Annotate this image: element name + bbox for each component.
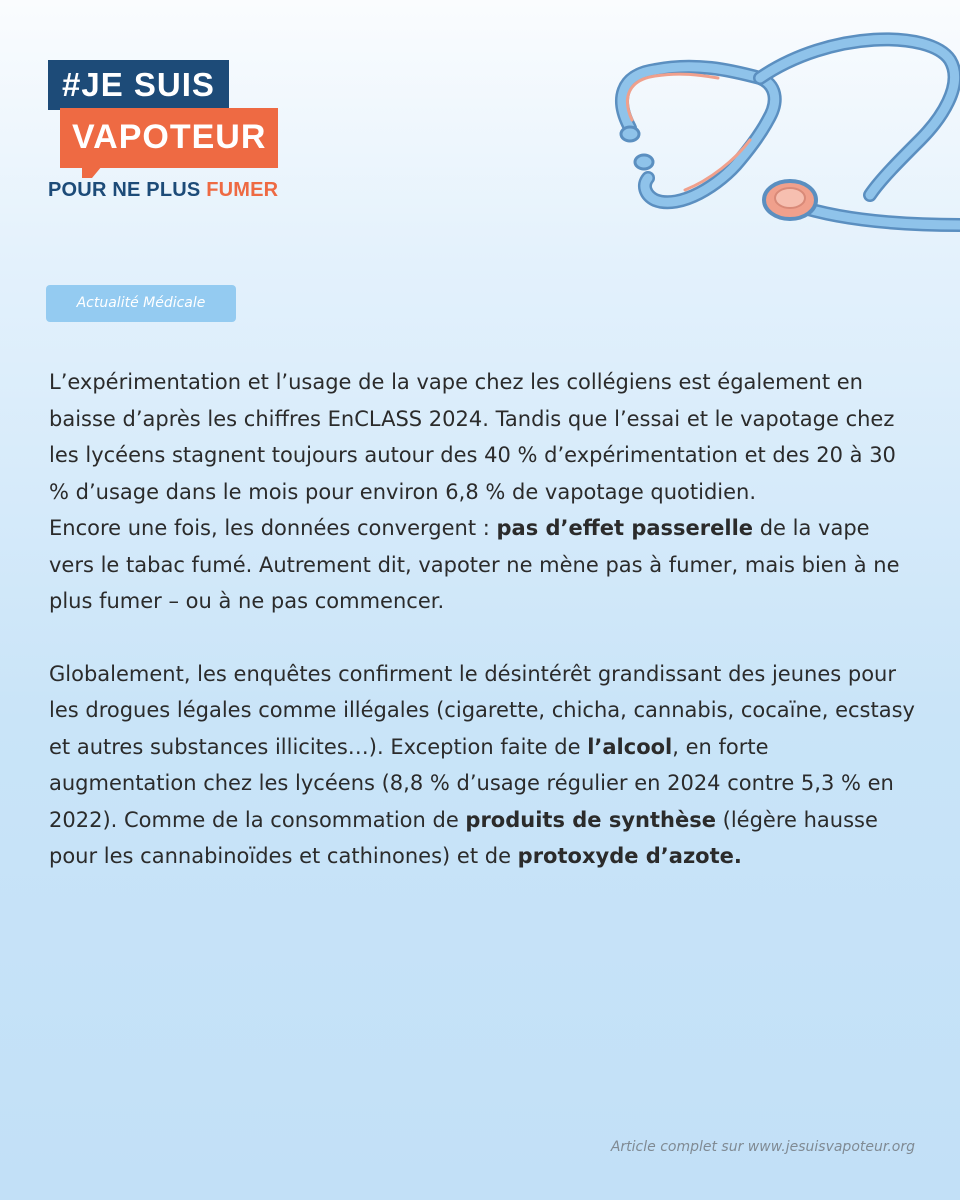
logo-line-vapoteur: VAPOTEUR	[60, 108, 278, 168]
logo-tagline-part1: POUR NE PLUS	[48, 179, 207, 201]
article-source-link[interactable]: Article complet sur www.jesuisvapoteur.org	[610, 1139, 915, 1155]
stethoscope-icon	[600, 20, 960, 250]
p3-text-before: Globalement, les enquêtes confirment le désintérêt grandissant des jeunes pour les drogues légales comme illégales (cigarette, chicha, cannabis, cocaïne, ecstasy et autres substances illicites…). Exception faite de	[49, 661, 915, 759]
p3-text-mid1: , en forte augmentation chez les lycéens (8,8 % d’usage régulier en 2024 contre 5,3 % en 2022). Comme de la consommation de	[49, 734, 894, 832]
category-badge: Actualité Médicale	[46, 285, 236, 322]
p3-highlight-alcohol: l’alcool	[587, 734, 673, 759]
logo-line-hashtag: #JE SUIS	[48, 60, 229, 110]
p3-highlight-nitrous: protoxyde d’azote.	[517, 844, 742, 868]
p2-highlight: pas d’effet passerelle	[496, 516, 754, 540]
brand-logo	[48, 60, 318, 210]
logo-speech-tail	[82, 166, 102, 178]
logo-tagline	[48, 178, 278, 202]
p3-highlight-synthesis: produits de synthèse	[465, 807, 716, 832]
article-body	[49, 364, 921, 875]
p2-text-after: de la vape vers le tabac fumé. Autrement dit, vapoter ne mène pas à fumer, mais bien à ne plus fumer – ou à ne pas commencer.	[49, 516, 900, 613]
article-paragraph-2	[49, 510, 921, 620]
paragraph-spacer	[49, 620, 921, 656]
p2-text-before: Encore une fois, les données convergent :	[49, 516, 497, 540]
logo-tagline-accent: FUMER	[206, 179, 279, 201]
article-paragraph-3	[49, 656, 921, 875]
article-paragraph-1: L’expérimentation et l’usage de la vape chez les collégiens est également en baisse d’après les chiffres EnCLASS 2024. Tandis que l’essai et le vapotage chez les lycéens stagnent toujours autour des 40 % d’expérimentation et des 20 à 30 % d’usage dans le mois pour environ 6,8 % de vapotage quotidien.	[49, 370, 896, 504]
p3-text-mid2: (légère hausse pour les cannabinoïdes et cathinones) et de	[49, 807, 878, 868]
